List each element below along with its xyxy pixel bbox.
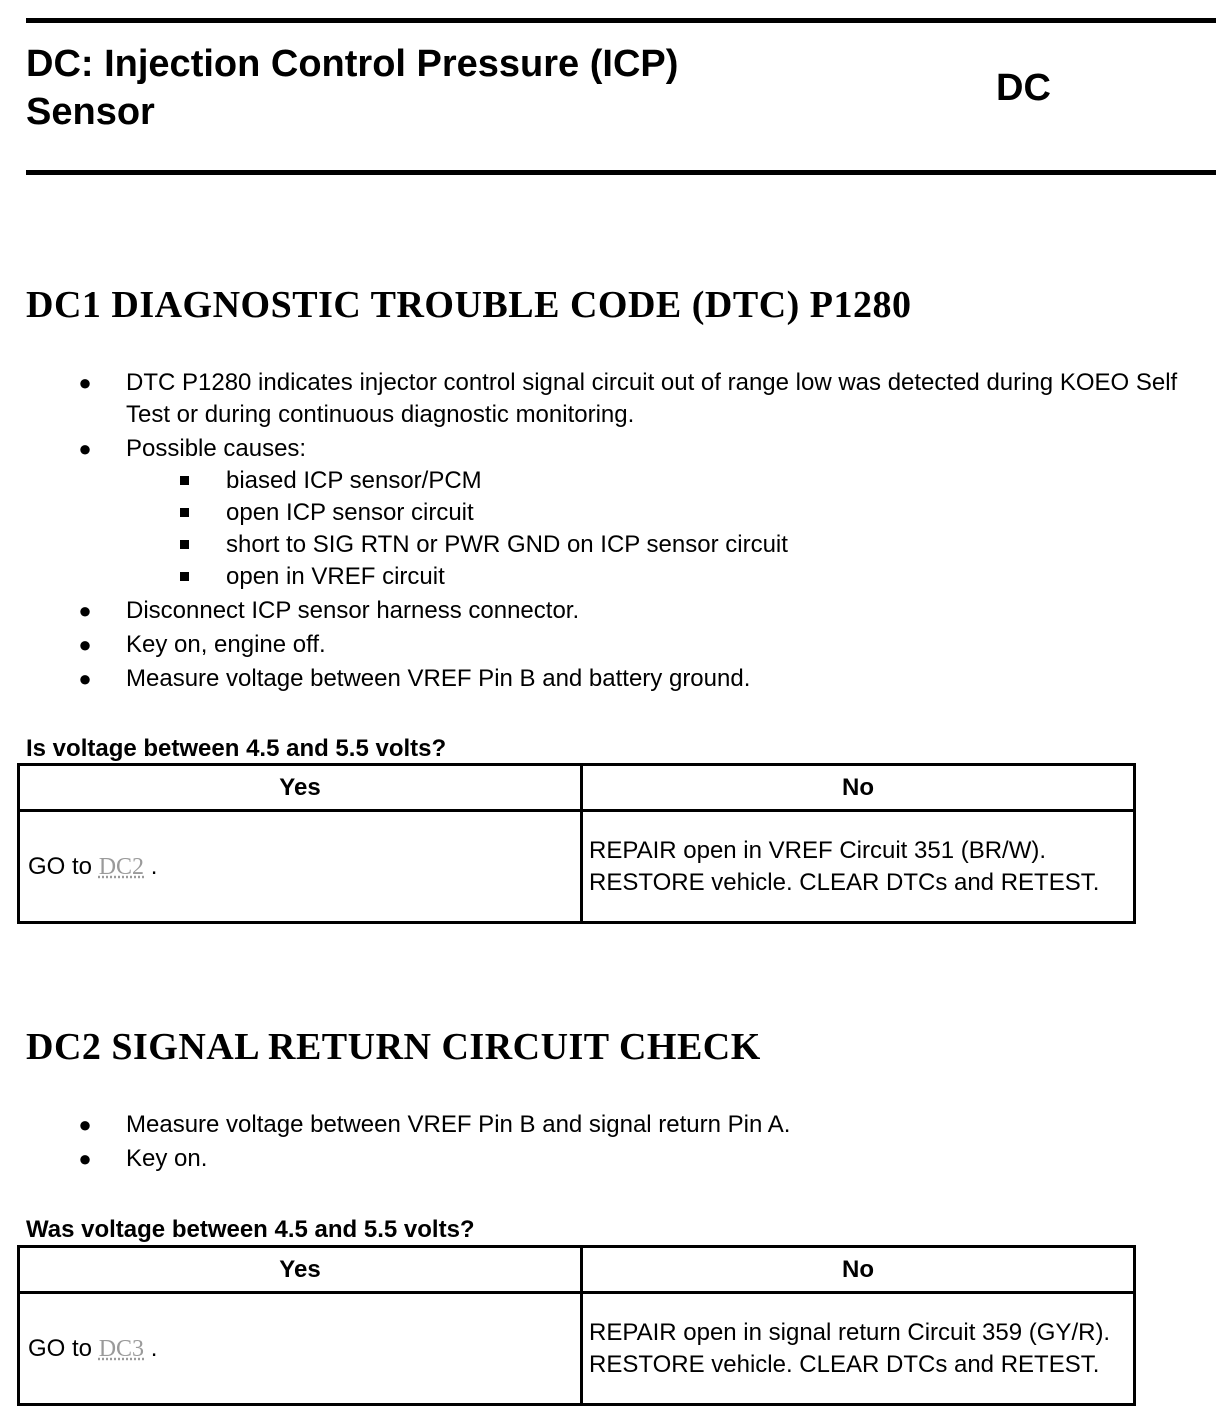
list-item [0,595,1206,627]
document-title-line1: DC: Injection Control Pressure (ICP) [26,43,679,85]
document-title-line2: Sensor [26,91,155,133]
dc3-link[interactable]: DC3 [98,1335,145,1362]
list-item [126,529,1206,561]
yes-suffix: . [150,1334,158,1362]
list-item [126,561,1206,593]
yes-cell [19,811,582,923]
bullet-icon: ● [78,1146,92,1171]
no-cell: REPAIR open in signal return Circuit 359 (GY/R). RESTORE vehicle. CLEAR DTCs and RETEST. [582,1293,1135,1405]
list-item [0,629,1206,661]
square-bullet-icon [180,476,189,485]
dc1-step-4: Key on, engine off. [126,631,326,658]
dc2-question: Was voltage between 4.5 and 5.5 volts? [26,1216,475,1243]
dc2-step-list [0,1109,1206,1177]
dc1-step-1: DTC P1280 indicates injector control signal circuit out of range low was detected during KOEO Self Test or during continuous diagnostic monitoring. [126,369,1178,428]
square-bullet-icon [180,540,189,549]
yes-cell [19,1293,582,1405]
dc1-step-5: Measure voltage between VREF Pin B and battery ground. [126,665,751,692]
dc1-step-2: Possible causes: [126,435,307,462]
cause-3: short to SIG RTN or PWR GND on ICP sensor circuit [226,531,788,558]
section-code: DC [996,67,1051,109]
header-bottom-rule [26,170,1216,175]
dc2-result-table [17,1245,1136,1406]
no-column-header: No [582,1247,1135,1293]
list-item [0,1143,1206,1175]
bullet-icon: ● [78,598,92,623]
dc2-step-2: Key on. [126,1145,208,1172]
yes-column-header: Yes [19,1247,582,1293]
list-item [0,433,1206,593]
list-item [126,497,1206,529]
square-bullet-icon [180,572,189,581]
yes-prefix: GO to [28,852,93,880]
document-title [26,40,926,136]
possible-causes-list [126,465,1206,593]
bullet-icon: ● [78,632,92,657]
table-row [19,1293,1135,1405]
bullet-icon: ● [78,666,92,691]
list-item [0,1109,1206,1141]
no-column-header: No [582,765,1135,811]
square-bullet-icon [180,508,189,517]
list-item [126,465,1206,497]
table-row [19,811,1135,923]
bullet-icon: ● [78,1112,92,1137]
list-item [0,663,1206,695]
dc1-heading: DC1 DIAGNOSTIC TROUBLE CODE (DTC) P1280 [26,284,912,326]
list-item [0,367,1206,431]
bullet-icon: ● [78,436,92,461]
yes-prefix: GO to [28,1334,93,1362]
cause-4: open in VREF circuit [226,563,445,590]
dc1-question: Is voltage between 4.5 and 5.5 volts? [26,735,447,762]
dc2-step-1: Measure voltage between VREF Pin B and signal return Pin A. [126,1111,791,1138]
bullet-icon: ● [78,370,92,395]
yes-column-header: Yes [19,765,582,811]
dc1-step-list [0,367,1206,697]
no-cell: REPAIR open in VREF Circuit 351 (BR/W). RESTORE vehicle. CLEAR DTCs and RETEST. [582,811,1135,923]
table-header-row [19,765,1135,811]
dc2-heading: DC2 SIGNAL RETURN CIRCUIT CHECK [26,1026,761,1068]
cause-2: open ICP sensor circuit [226,499,474,526]
dc1-step-3: Disconnect ICP sensor harness connector. [126,597,580,624]
dc1-result-table [17,763,1136,924]
dc2-link[interactable]: DC2 [98,853,145,880]
yes-suffix: . [150,852,158,880]
table-header-row [19,1247,1135,1293]
header-top-rule [26,18,1216,23]
cause-1: biased ICP sensor/PCM [226,467,482,494]
